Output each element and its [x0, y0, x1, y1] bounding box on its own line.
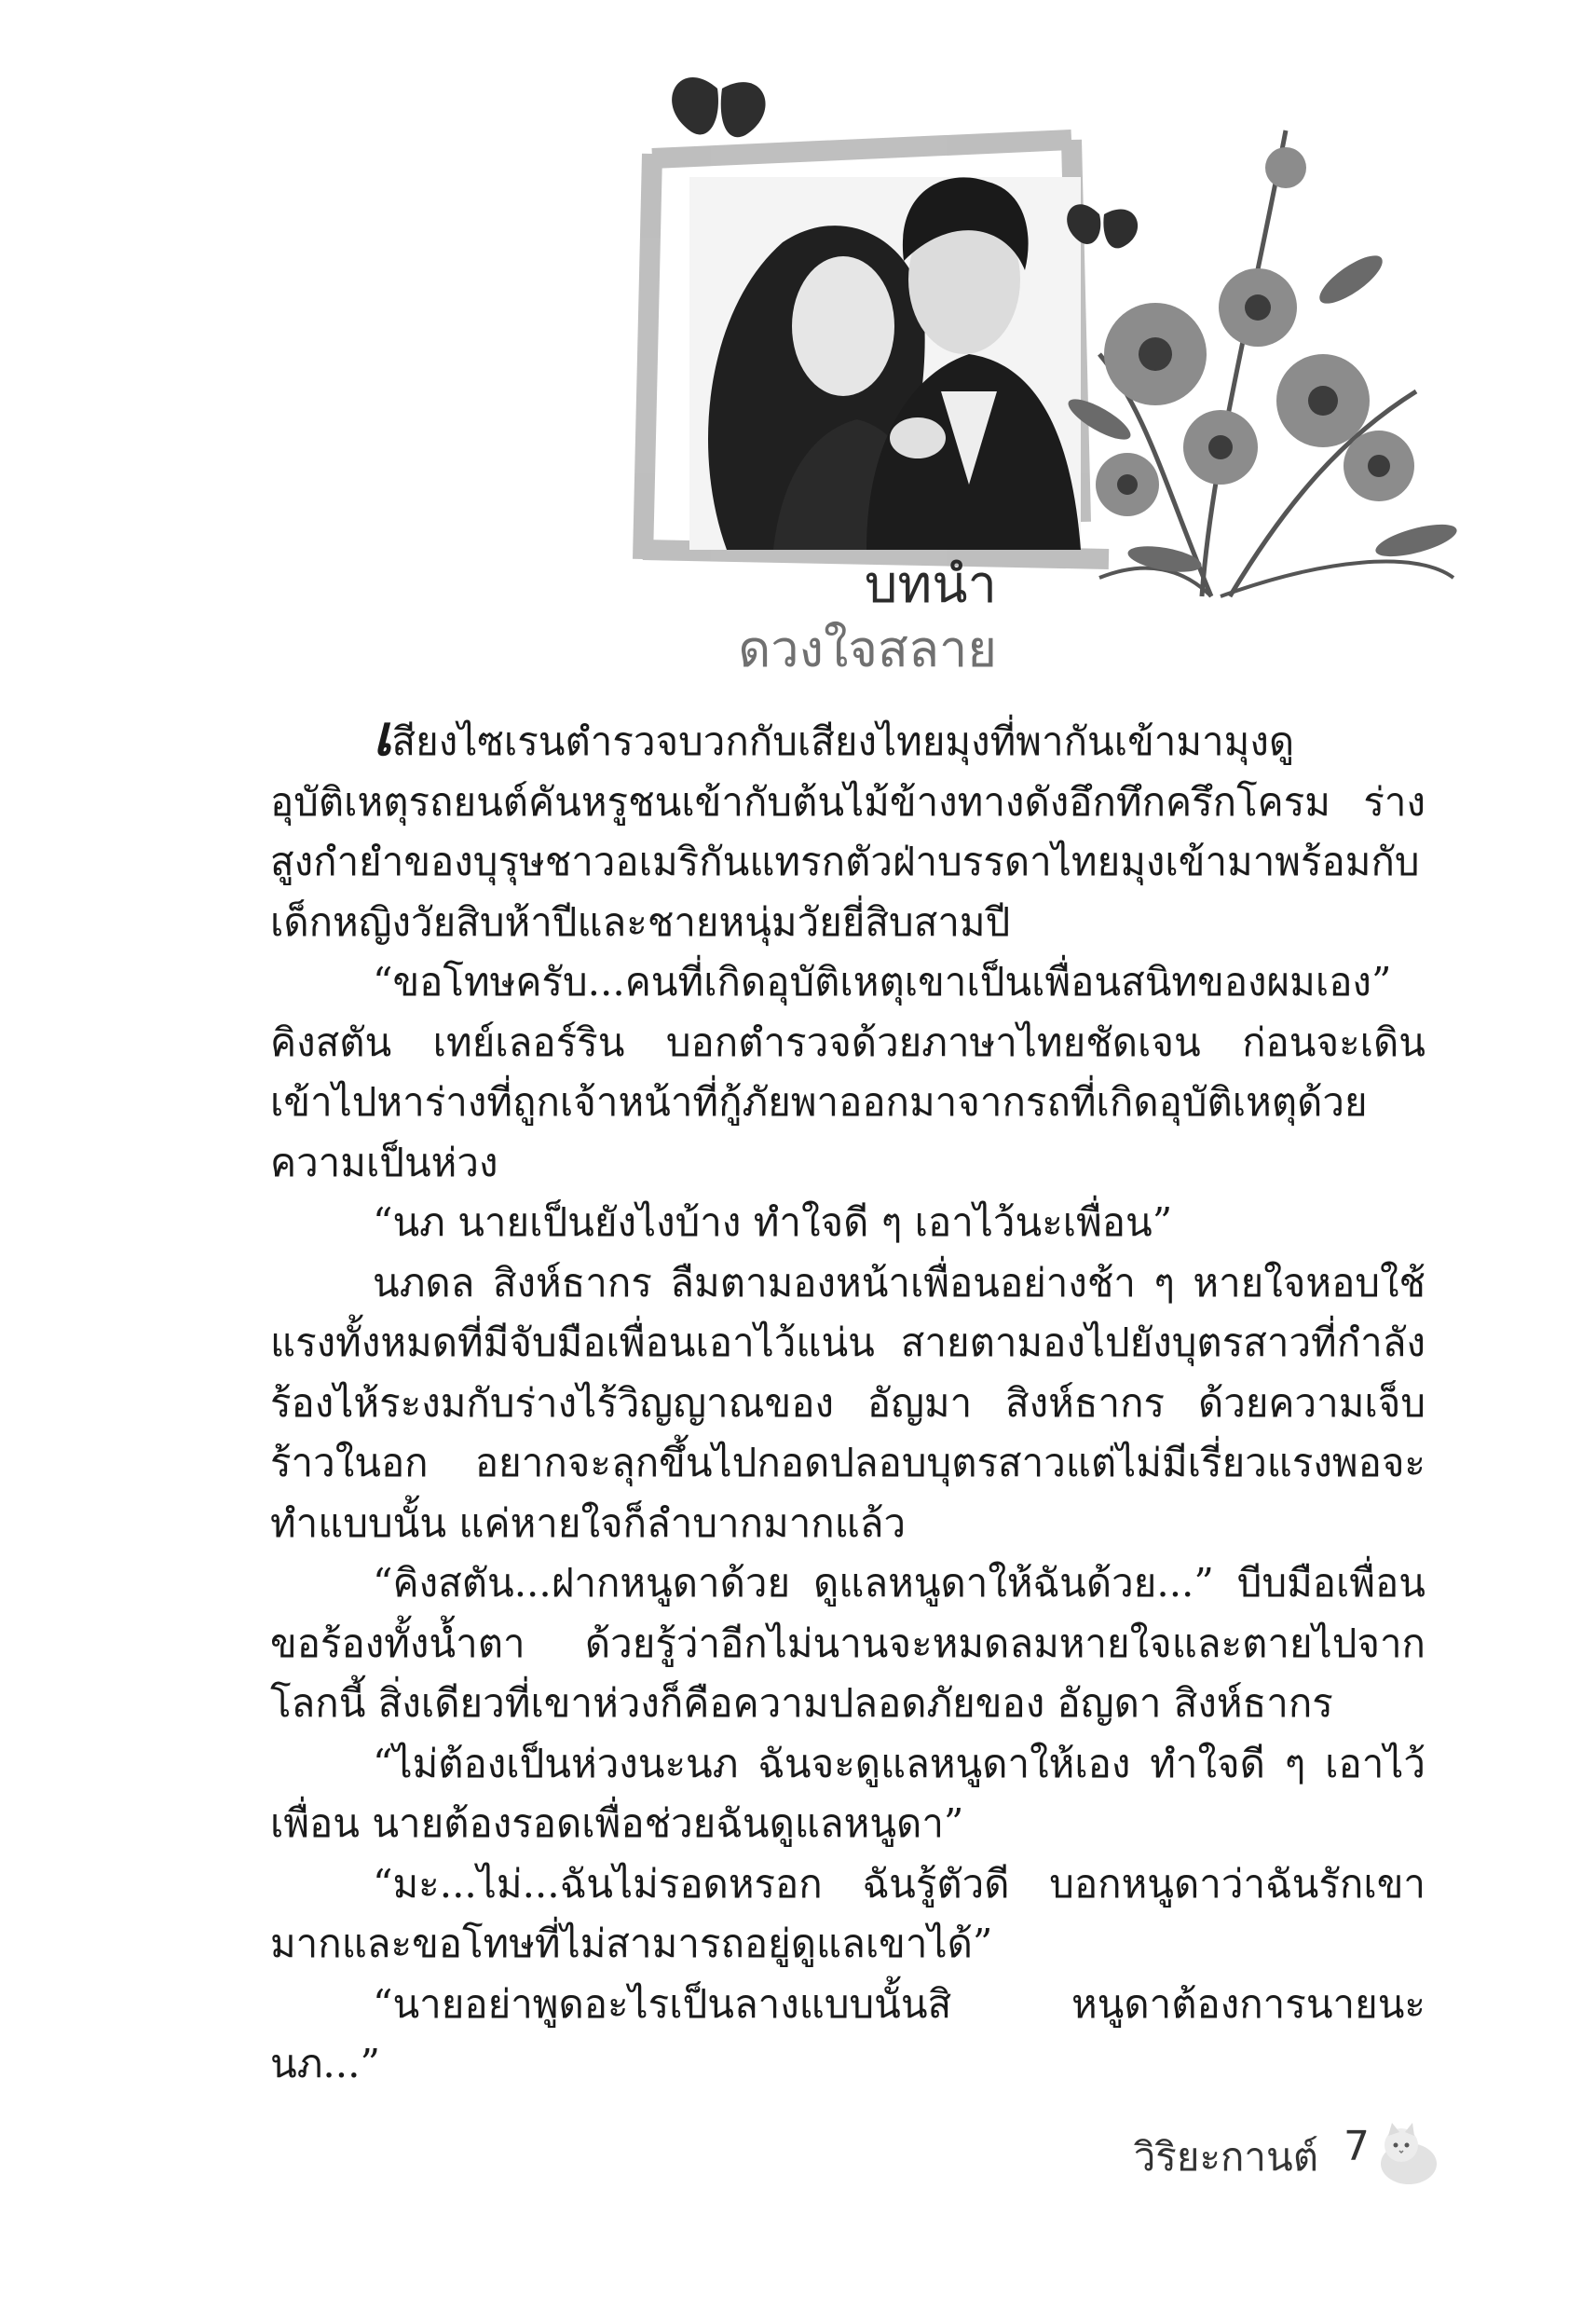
flower-bouquet-icon [1063, 130, 1460, 596]
paragraph [270, 704, 1425, 952]
paragraph: “มะ...ไม่...ฉันไม่รอดหรอก ฉันรู้ตัวดี บอกหนูดาว่าฉันรักเขามากและขอโทษที่ไม่สามารถอยู่ดูแลเขาได้” [270, 1860, 1425, 1966]
paragraph: “นภ นายเป็นยังไงบ้าง ทำใจดี ๆ เอาไว้นะเพื่อน” [373, 1199, 1173, 1245]
paragraph: “ขอโทษครับ...คนที่เกิดอุบัติเหตุเขาเป็นเพื่อนสนิทของผมเอง” คิงสตัน เทย์เลอร์ริน บอกตำรวจด้วยภาษาไทยชัดเจน ก่อนจะเดินเข้าไปหาร่างที่ถูกเจ้าหน้าที่กู้ภัยพาออกมาจากรถที่เกิดอุบัติเหตุด้วยความเป็นห่วง [270, 959, 1425, 1185]
chapter-label: บทนำ [864, 554, 997, 615]
paragraph-text: สียงไซเรนตำรวจบวกกับเสียงไทยมุงที่พากันเข้ามามุงดูอุบัติเหตุรถยนต์คันหรูชนเข้ากับต้นไม้ข้างทางดังอึกทึกครึกโครม ร่างสูงกำยำของบุรุษชาวอเมริกันแทรกตัวฝ่าบรรดาไทยมุงเข้ามาพร้อมกับเด็กหญิงวัยสิบห้าปีและชายหนุ่มวัยยี่สิบสามปี [270, 718, 1425, 945]
dropcap: เ [373, 704, 392, 769]
chapter-title: ดวงใจสลาย [738, 620, 997, 678]
page-footer [1053, 2115, 1444, 2199]
page-number: 7 [1344, 2123, 1370, 2170]
paragraph: “ไม่ต้องเป็นห่วงนะนภ ฉันจะดูแลหนูดาให้เอง ทำใจดี ๆ เอาไว้เพื่อน นายต้องรอดเพื่อช่วยฉันดูแลหนูดา” [270, 1740, 1425, 1846]
paragraph: นภดล สิงห์ธากร ลืมตามองหน้าเพื่อนอย่างช้า ๆ หายใจหอบใช้แรงทั้งหมดที่มีจับมือเพื่อนเอาไว้แน่น สายตามองไปยังบุตรสาวที่กำลังร้องไห้ระงมกับร่างไร้วิญญาณของ อัญมา สิงห์ธากร ด้วยความเจ็บร้าวในอก อยากจะลุกขึ้นไปกอดปลอบบุตรสาวแต่ไม่มีเรี่ยวแรงพอจะทำแบบนั้น แค่หายใจก็ลำบากมากแล้ว [270, 1259, 1425, 1546]
paragraph: “คิงสตัน...ฝากหนูดาด้วย ดูแลหนูดาให้ฉันด้วย...” บีบมือเพื่อนขอร้องทั้งน้ำตา ด้วยรู้ว่าอีกไม่นานจะหมดลมหายใจและตายไปจากโลกนี้ สิ่งเดียวที่เขาห่วงก็คือความปลอดภัยของ อัญดา สิงห์ธากร [270, 1560, 1425, 1726]
cat-icon [1370, 2115, 1444, 2190]
chapter-illustration [0, 0, 1596, 634]
couple-portrait-icon [689, 177, 1081, 550]
footer-author: วิริยะกานต์ [1133, 2134, 1318, 2180]
paragraph: “นายอย่าพูดอะไรเป็นลางแบบนั้นสิ หนูดาต้องการนายนะนภ...” [270, 1980, 1425, 2086]
body-text [270, 704, 1425, 2095]
